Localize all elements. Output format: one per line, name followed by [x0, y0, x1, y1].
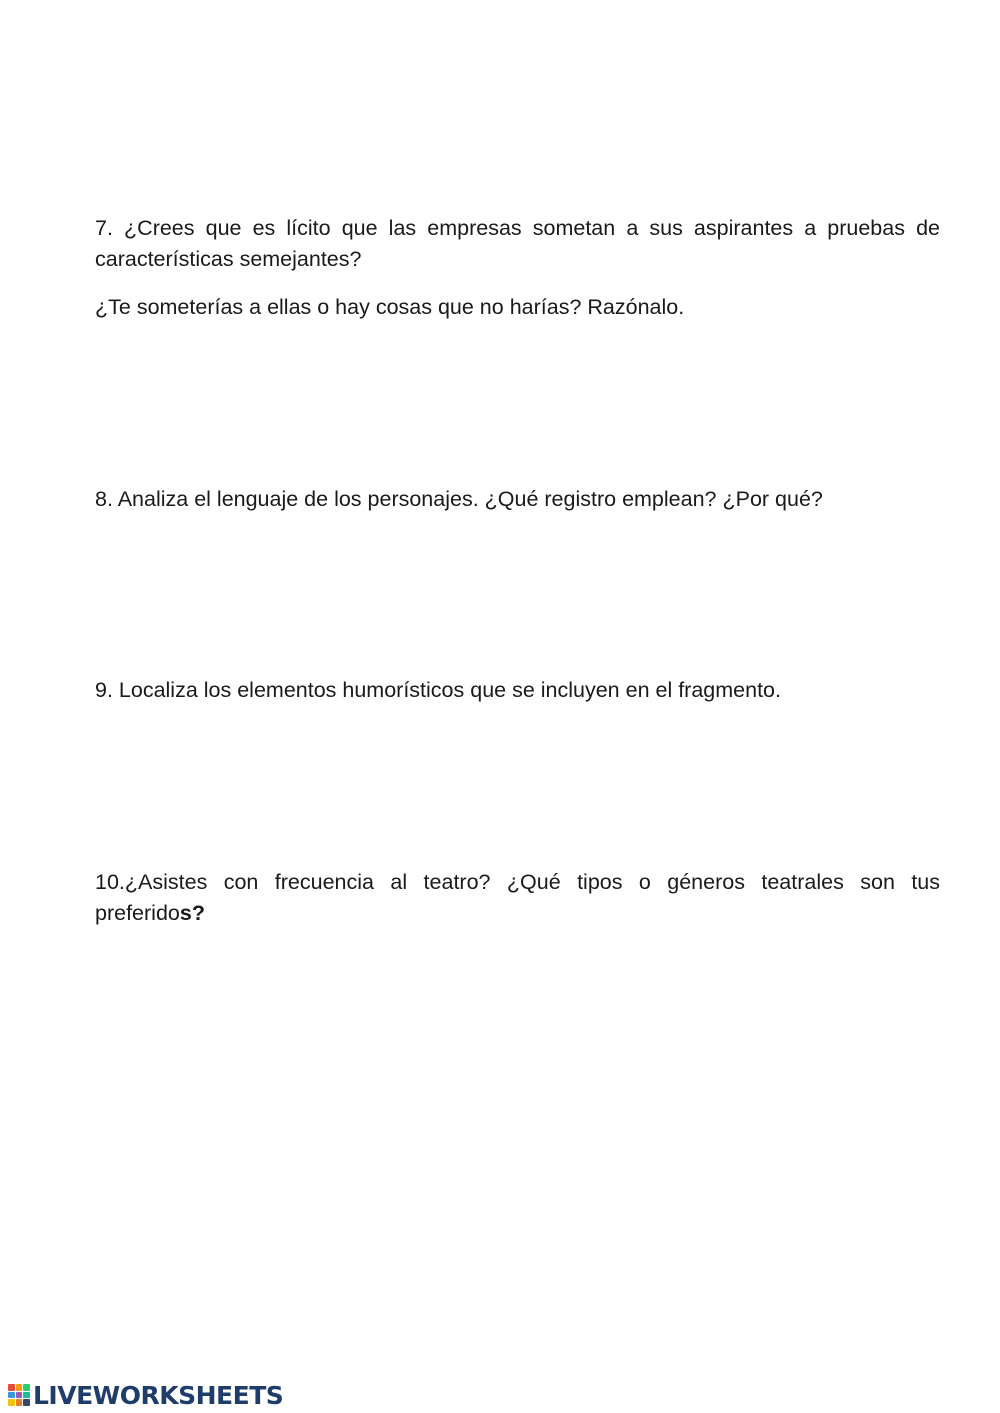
logo-square — [23, 1392, 30, 1399]
logo-square — [8, 1384, 15, 1391]
liveworksheets-brand-text: LIVEWORKSHEETS — [33, 1380, 284, 1410]
logo-square — [16, 1384, 23, 1391]
question-10-main: 10.¿Asistes con frecuencia al teatro? ¿Qué tipos o géneros teatrales son tus preferido — [95, 870, 940, 925]
logo-square — [16, 1399, 23, 1406]
question-9-text: 9. Localiza los elementos humorísticos que se incluyen en el fragmento. — [95, 678, 781, 702]
logo-square — [8, 1399, 15, 1406]
logo-square — [23, 1399, 30, 1406]
liveworksheets-icon — [8, 1384, 30, 1406]
question-8-text: 8. Analiza el lenguaje de los personajes. ¿Qué registro emplean? ¿Por qué? — [95, 487, 823, 511]
question-10-text — [95, 867, 940, 929]
question-10-bold-end: s? — [179, 901, 205, 925]
liveworksheets-logo — [8, 1380, 283, 1410]
question-7-text: 7. ¿Crees que es lícito que las empresas sometan a sus aspirantes a pruebas de características semejantes? — [95, 216, 940, 271]
logo-square — [8, 1392, 15, 1399]
logo-square — [16, 1392, 23, 1399]
question-7-followup: ¿Te someterías a ellas o hay cosas que no harías? Razónalo. — [95, 295, 685, 319]
logo-square — [23, 1384, 30, 1391]
